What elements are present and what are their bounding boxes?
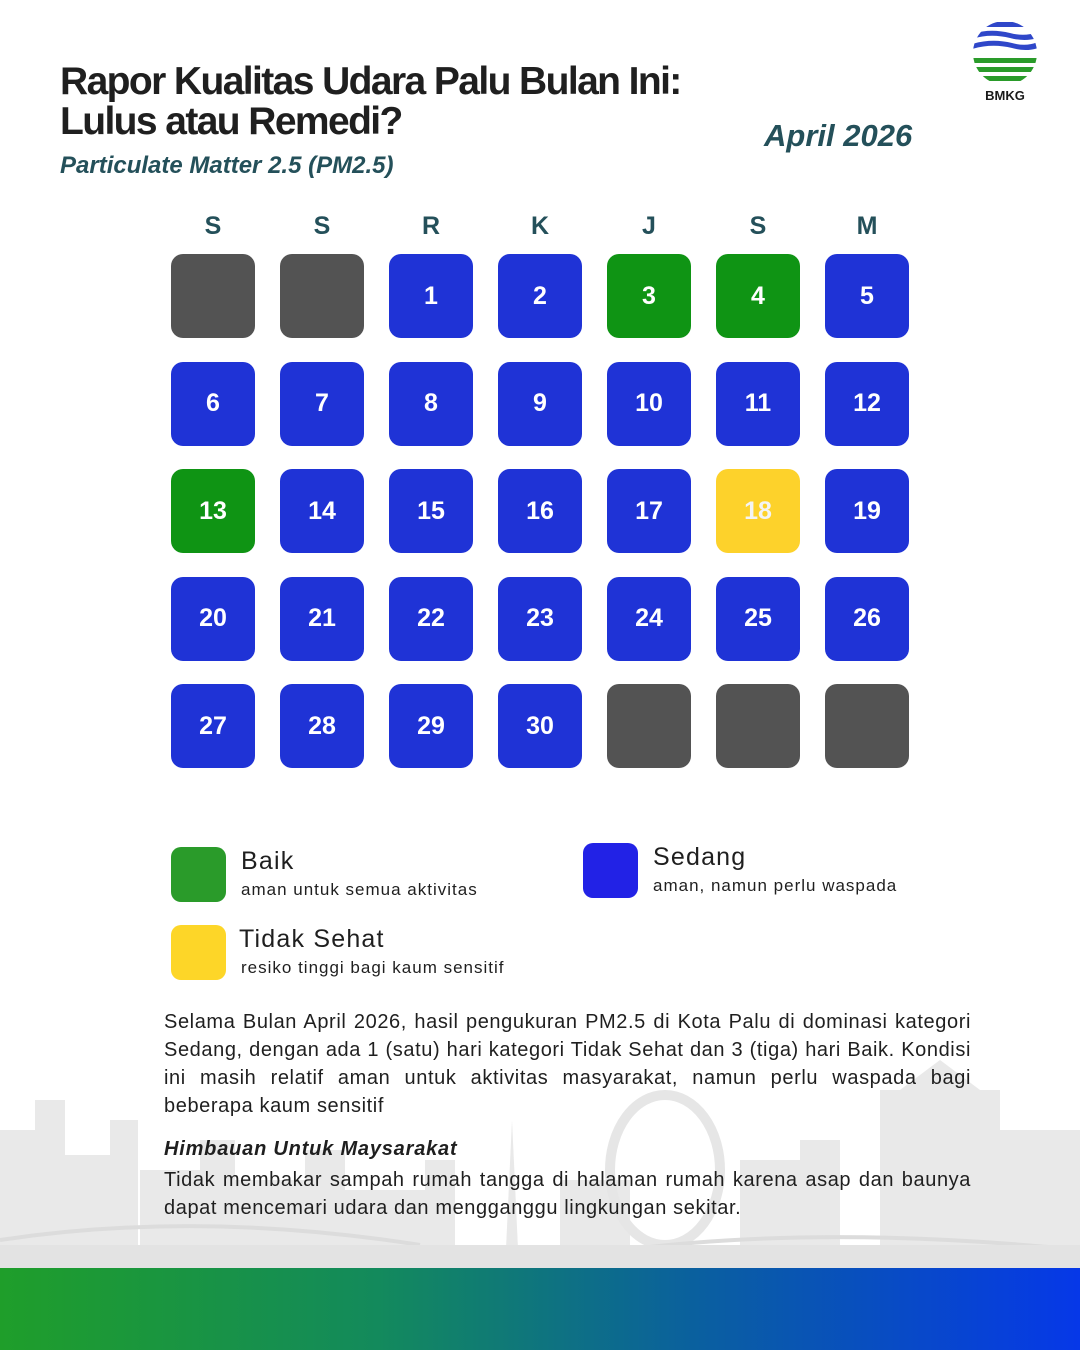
calendar-day-14: 14 (280, 469, 364, 553)
bmkg-logo-text: BMKG (985, 88, 1025, 103)
calendar-day-16: 16 (498, 469, 582, 553)
calendar-day-23: 23 (498, 577, 582, 661)
title-line-2: Lulus atau Remedi? (60, 100, 402, 143)
calendar-day-9: 9 (498, 362, 582, 446)
calendar-day-27: 27 (171, 684, 255, 768)
calendar-day-24: 24 (607, 577, 691, 661)
weekday-label: S (204, 212, 222, 240)
legend-sedang-desc: aman, namun perlu waspada (653, 876, 898, 895)
page-title (60, 62, 681, 142)
calendar-day-17: 17 (607, 469, 691, 553)
calendar-day-11: 11 (716, 362, 800, 446)
calendar-day-6: 6 (171, 362, 255, 446)
calendar-day-20: 20 (171, 577, 255, 661)
legend-sedang-swatch (583, 843, 638, 898)
weekday-label: S (749, 212, 767, 240)
legend-tidak-sehat-label: Tidak Sehat (239, 925, 385, 953)
weekday-label: R (421, 212, 441, 240)
page-subtitle: Particulate Matter 2.5 (PM2.5) (60, 152, 394, 179)
calendar-day-2: 2 (498, 254, 582, 338)
calendar-day-22: 22 (389, 577, 473, 661)
legend-baik-swatch (171, 847, 226, 902)
calendar-empty-cell (171, 254, 255, 338)
calendar-day-26: 26 (825, 577, 909, 661)
calendar-empty-cell (280, 254, 364, 338)
calendar-day-5: 5 (825, 254, 909, 338)
legend-baik-desc: aman untuk semua aktivitas (241, 880, 478, 899)
legend-sedang-label: Sedang (653, 843, 747, 871)
calendar-day-25: 25 (716, 577, 800, 661)
calendar-day-29: 29 (389, 684, 473, 768)
calendar-day-13: 13 (171, 469, 255, 553)
calendar-day-12: 12 (825, 362, 909, 446)
weekday-label: J (642, 212, 656, 240)
calendar-day-7: 7 (280, 362, 364, 446)
calendar-day-19: 19 (825, 469, 909, 553)
calendar-grid (171, 254, 909, 768)
calendar-empty-cell (825, 684, 909, 768)
weekday-header (171, 212, 909, 246)
advice-text: Tidak membakar sampah rumah tangga di halaman rumah karena asap dan baunya dapat mencemari udara dan mengganggu lingkungan sekitar. (164, 1169, 971, 1219)
calendar-day-30: 30 (498, 684, 582, 768)
legend-tidak-sehat-desc: resiko tinggi bagi kaum sensitif (241, 958, 505, 977)
summary-paragraph: Selama Bulan April 2026, hasil pengukuran PM2.5 di Kota Palu di dominasi kategori Sedang, dengan ada 1 (satu) hari kategori Tidak Sehat dan 3 (tiga) hari Baik. Kondisi ini masih relatif aman untuk aktivitas masyarakat, namun perlu waspada bagi beberapa kaum sensitif (164, 1011, 971, 1117)
calendar-day-21: 21 (280, 577, 364, 661)
legend-tidak-sehat-swatch (171, 925, 226, 980)
calendar-empty-cell (607, 684, 691, 768)
bmkg-logo-icon (970, 20, 1040, 86)
advice-title: Himbauan Untuk Maysarakat (164, 1138, 458, 1160)
weekday-label: K (530, 212, 550, 240)
calendar-day-10: 10 (607, 362, 691, 446)
calendar-day-18: 18 (716, 469, 800, 553)
bmkg-logo (970, 20, 1040, 106)
weekday-label: S (313, 212, 331, 240)
legend-baik-label: Baik (241, 847, 295, 875)
month-label: April 2026 (764, 118, 913, 153)
calendar-day-1: 1 (389, 254, 473, 338)
calendar-day-8: 8 (389, 362, 473, 446)
footer-gradient-bar (0, 1268, 1080, 1350)
calendar-day-4: 4 (716, 254, 800, 338)
calendar-day-3: 3 (607, 254, 691, 338)
calendar-day-15: 15 (389, 469, 473, 553)
calendar-empty-cell (716, 684, 800, 768)
title-line-1: Rapor Kualitas Udara Palu Bulan Ini: (60, 60, 681, 103)
weekday-label: M (856, 212, 878, 240)
calendar-day-28: 28 (280, 684, 364, 768)
